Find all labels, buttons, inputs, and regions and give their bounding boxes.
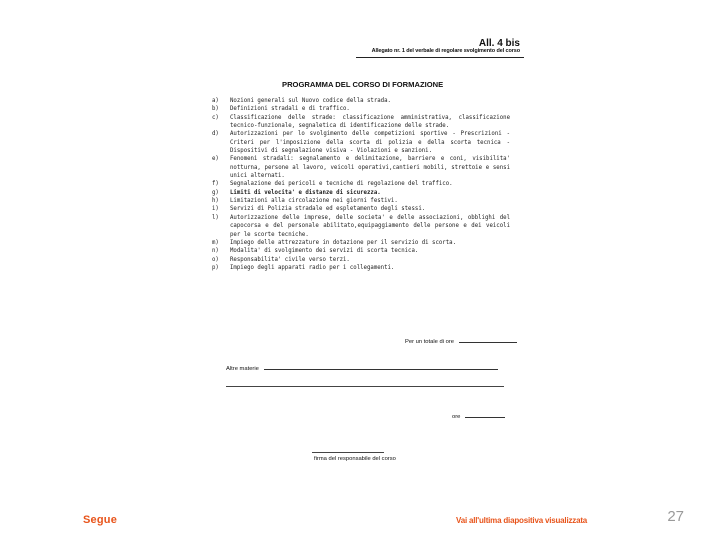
program-item-text: Nozioni generali sul Nuovo codice della strada. [230, 98, 391, 104]
program-item [212, 247, 510, 255]
program-item-letter: g) [212, 189, 219, 196]
program-item [212, 197, 510, 205]
program-title: PROGRAMMA DEL CORSO DI FORMAZIONE [282, 80, 444, 89]
program-item-text: Impiego delle attrezzature in dotazione per il servizio di scorta. [230, 239, 456, 246]
total-hours-label: Per un totale di ore [405, 339, 454, 345]
program-item-text: Classificazione delle strade: classificazione amministrativa, classificazione tecnico-funzionale, segnaletica di identificazione delle strade. [230, 114, 510, 130]
program-item-letter: n) [212, 248, 219, 255]
program-item-text: Segnalazione dei pericoli e tecniche di regolazione del traffico. [230, 181, 453, 188]
total-hours-blank [459, 341, 517, 343]
program-item [212, 256, 510, 264]
program-item-text: Definizioni stradali e di traffico. [230, 106, 350, 113]
next-slide-link[interactable]: Segue [83, 514, 118, 526]
attachment-subtitle: Allegato nr. 1 del verbale di regolare svolgimento del corso [371, 48, 520, 54]
program-item-text: Autorizzazione delle imprese, delle societa' e delle associazioni, obblighi del capocorsa e del personale abilitato,equipaggiamento delle persone e dei veicoli per le scorte tecniche. [230, 214, 510, 238]
program-item-text: Servizi di Polizia stradale ed espletamento degli stessi. [230, 206, 426, 213]
program-item-text: Limitazioni alla circolazione nei giorni festivi. [230, 198, 398, 205]
hours-field [452, 414, 505, 420]
page-number: 27 [667, 508, 684, 525]
program-item-letter: b) [212, 106, 219, 113]
program-item-letter: h) [212, 198, 219, 205]
program-item-text: Impiego degli apparati radio per i collegamenti. [230, 264, 395, 271]
program-items-list [212, 97, 510, 272]
program-item [212, 189, 510, 197]
program-item [212, 155, 510, 180]
program-item [212, 205, 510, 213]
program-item [212, 97, 510, 105]
last-viewed-slide-link[interactable]: Vai all'ultima diapositiva visualizzata [456, 516, 588, 525]
program-item-letter: f) [212, 181, 219, 188]
other-subjects-blank [264, 368, 498, 370]
program-item [212, 130, 510, 155]
total-hours-field [405, 339, 517, 345]
program-item [212, 214, 510, 239]
program-item-text: Autorizzazioni per lo svolgimento delle competizioni sportive - Prescrizioni - Criteri per l'imposizione della scorta di polizia e della scorta tecnica - Dispositivi di segnalazione visiva - Violazioni e sanzioni. [230, 131, 510, 155]
other-subjects-line-2 [226, 386, 504, 387]
program-item-letter: m) [212, 239, 219, 246]
program-item-letter: o) [212, 256, 219, 263]
hours-blank [465, 416, 505, 418]
signature-label: firma del responsabile del corso [314, 456, 396, 462]
attachment-label: All. 4 bis [478, 38, 520, 49]
program-item-letter: a) [212, 98, 219, 104]
program-item [212, 264, 510, 272]
other-subjects-label: Altre materie [226, 366, 259, 372]
program-item-text: Limiti di velocita' e distanze di sicurezza. [230, 189, 381, 196]
other-subjects-field [226, 366, 498, 372]
program-item-letter: e) [212, 156, 219, 163]
program-item-text: Modalita' di svolgimento dei servizi di scorta tecnica. [230, 248, 419, 255]
program-item-letter: c) [212, 114, 219, 121]
hours-label: ore [452, 414, 461, 420]
signature-line [312, 452, 384, 453]
program-item-letter: d) [212, 131, 219, 138]
program-item-letter: i) [212, 206, 219, 213]
program-item [212, 105, 510, 113]
program-item [212, 114, 510, 131]
header-rule [356, 57, 524, 58]
program-item [212, 180, 510, 188]
program-item-text: Fenomeni stradali: segnalamento e delimitazione, barriere e coni, visibilita' notturna, persone al lavoro, veicoli operativi,cantieri mobili, strettoie e sensi unici alternati. [230, 156, 510, 180]
program-item-letter: p) [212, 264, 219, 271]
program-item [212, 239, 510, 247]
program-item-letter: l) [212, 214, 219, 221]
program-item-text: Responsabilita' civile verso terzi. [230, 256, 350, 263]
